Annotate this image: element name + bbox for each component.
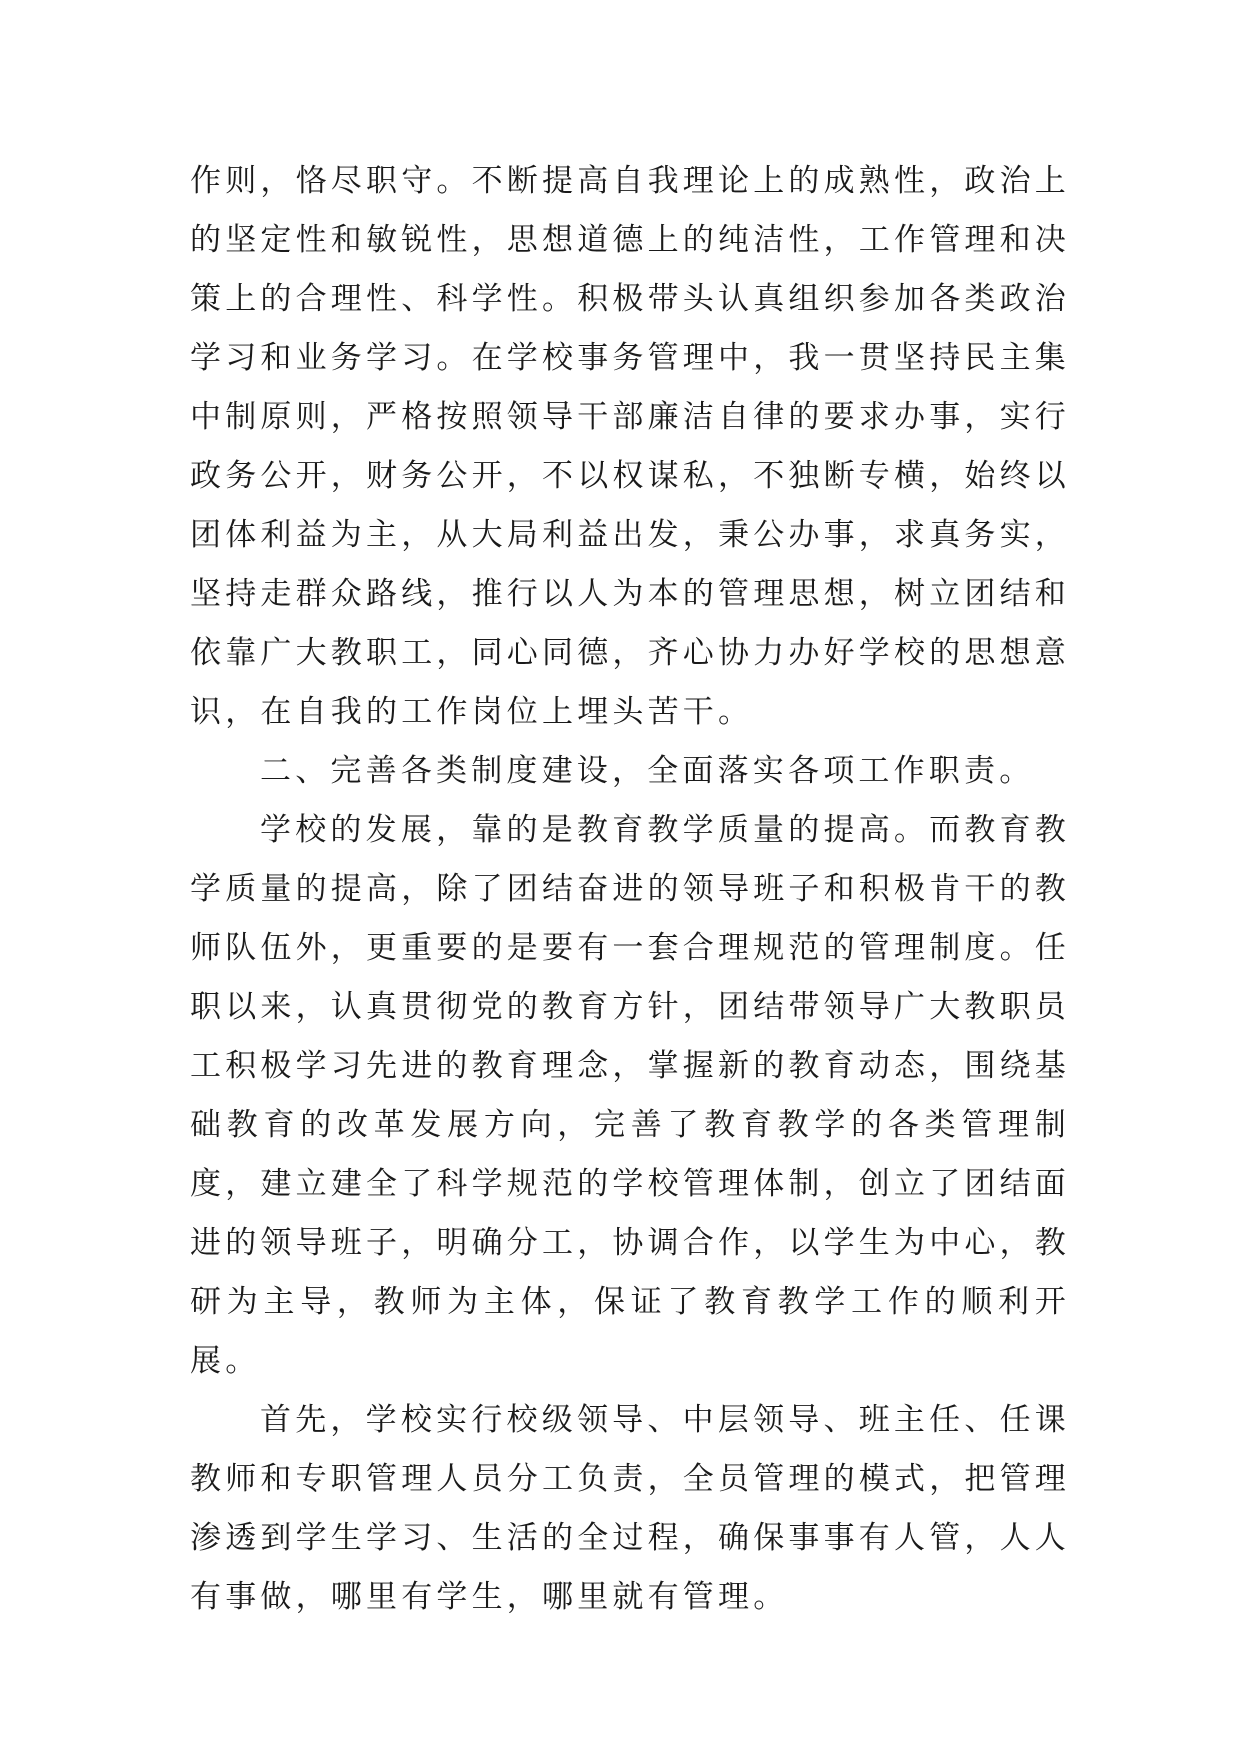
section-heading-two: 二、完善各类制度建设，全面落实各项工作职责。 — [260, 753, 1035, 789]
paragraph-first-management: 首先，学校实行校级领导、中层领导、班主任、任课教师和专职管理人员分工负责，全员管理的模式，把管理渗透到学生学习、生活的全过程，确保事事有人管，人人有事做，哪里有学生，哪里就有管理。 — [190, 1402, 1070, 1615]
paragraph-continuation: 作则，恪尽职守。不断提高自我理论上的成熟性，政治上的坚定性和敏锐性，思想道德上的纯洁性，工作管理和决策上的合理性、科学性。积极带头认真组织参加各类政治学习和业务学习。在学校事务管理中，我一贯坚持民主集中制原则，严格按照领导干部廉洁自律的要求办事，实行政务公开，财务公开，不以权谋私，不独断专横，始终以团体利益为主，从大局利益出发，秉公办事，求真务实，坚持走群众路线，推行以人为本的管理思想，树立团结和依靠广大教职工，同心同德，齐心协力办好学校的思想意识，在自我的工作岗位上埋头苦干。 — [190, 163, 1070, 730]
paragraph-school-development: 学校的发展，靠的是教育教学质量的提高。而教育教学质量的提高，除了团结奋进的领导班子和积极肯干的教师队伍外，更重要的是要有一套合理规范的管理制度。任职以来，认真贯彻党的教育方针，团结带领导广大教职员工积极学习先进的教育理念，掌握新的教育动态，围绕基础教育的改革发展方向，完善了教育教学的各类管理制度，建立建全了科学规范的学校管理体制，创立了团结面进的领导班子，明确分工，协调合作，以学生为中心，教研为主导，教师为主体，保证了教育教学工作的顺利开展。 — [190, 812, 1070, 1379]
document-body — [190, 152, 1070, 1627]
